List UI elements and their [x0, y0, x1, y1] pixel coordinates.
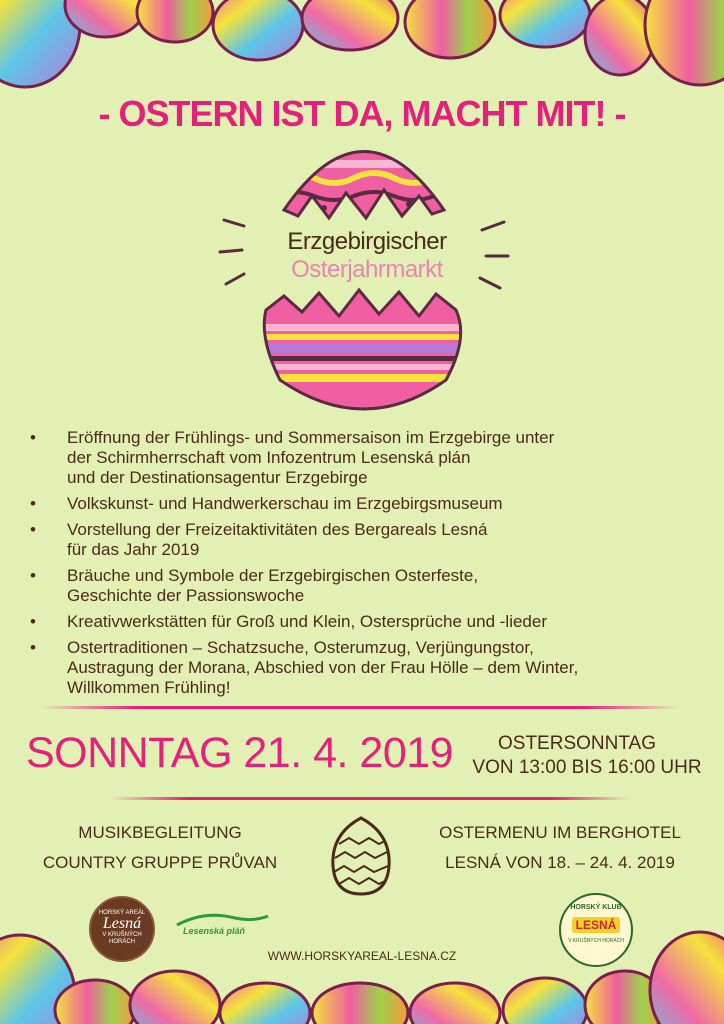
list-item-text: Vorstellung der Freizeitaktivitäten des Bergareals Lesná für das Jahr 2019	[67, 520, 488, 559]
easter-egg-icon	[327, 814, 395, 898]
list-item-text: Volkskunst- und Handwerkerschau im Erzgebirgsmuseum	[67, 494, 503, 513]
list-item-text: Ostertraditionen – Schatzsuche, Osterumzug, Verjüngungstor, Austragung der Morana, Abschied von der Frau Hölle – dem Winter, Willkommen Frühling!	[67, 638, 579, 697]
menu-dates: LESNÁ VON 18. – 24. 4. 2019	[445, 853, 675, 872]
bullet-marker: •	[30, 520, 36, 539]
event-title-line2: Osterjahrmarkt	[291, 256, 443, 283]
program-list	[30, 428, 710, 704]
top-egg-border	[0, 0, 724, 100]
event-date: SONNTAG 21. 4. 2019	[26, 729, 454, 777]
easter-egg-icon	[410, 983, 500, 1024]
easter-egg-icon	[500, 0, 590, 47]
bullet-marker: •	[30, 566, 36, 585]
menu-heading: OSTERMENU IM BERGHOTEL	[439, 823, 681, 842]
event-title-line1: Erzgebirgischer	[287, 228, 447, 255]
list-item	[30, 520, 710, 560]
easter-egg-icon	[650, 932, 724, 1024]
easter-egg-icon	[130, 971, 220, 1024]
logo-text: V KRUŠNÝCH HORÁCH	[568, 938, 624, 944]
easter-egg-icon	[503, 978, 587, 1024]
bullet-marker: •	[30, 638, 36, 657]
horsky-klub-logo	[559, 893, 633, 967]
logo-text: LESNÁ	[572, 917, 621, 933]
bullet-marker: •	[30, 428, 36, 447]
music-heading: MUSIKBEGLEITUNG	[78, 823, 242, 842]
website-link[interactable]: WWW.HORSKYAREAL-LESNA.CZ	[267, 949, 457, 963]
easter-egg-icon	[302, 0, 398, 50]
mountain-icon	[175, 912, 270, 926]
lesna-area-logo	[89, 896, 155, 962]
bullet-marker: •	[30, 494, 36, 513]
divider	[110, 797, 630, 800]
list-item	[30, 494, 710, 514]
logo-text: Lesenská pláň	[183, 926, 246, 936]
easter-egg-icon	[213, 0, 303, 60]
list-item	[30, 612, 710, 632]
music-band: COUNTRY GRUPPE PRŮVAN	[42, 853, 278, 872]
logo-text: HORSKÝ AREÁL	[98, 910, 146, 916]
easter-egg-icon	[645, 0, 724, 85]
easter-egg-icon	[137, 0, 213, 42]
divider	[40, 706, 680, 709]
easter-egg-icon	[312, 983, 408, 1024]
list-item	[30, 638, 710, 698]
lesenska-plan-logo	[175, 912, 270, 942]
logo-text: V KRUŠNÝCH HORÁCH	[102, 932, 142, 945]
headline: - OSTERN IST DA, MACHT MIT! -	[98, 93, 626, 134]
logo-text: Lesná	[102, 915, 142, 932]
list-item	[30, 566, 710, 606]
list-item-text: Eröffnung der Frühlings- und Sommersaison im Erzgebirge unter der Schirmherrschaft vom Infozentrum Lesenská plán und der Destinationsagentur Erzgebirge	[67, 428, 555, 487]
easter-egg-icon	[585, 0, 655, 75]
event-time: VON 13:00 BIS 16:00 UHR	[472, 757, 702, 778]
bullet-marker: •	[30, 612, 36, 631]
list-item-text: Bräuche und Symbole der Erzgebirgischen Osterfeste, Geschichte der Passionswoche	[67, 566, 479, 605]
easter-egg-icon	[220, 983, 310, 1024]
list-item	[30, 428, 710, 488]
event-day-label: OSTERSONNTAG	[498, 733, 656, 754]
logo-text: HORSKÝ KLUB	[570, 904, 622, 911]
list-item-text: Kreativwerkstätten für Groß und Klein, Ostersprüche und -lieder	[67, 612, 547, 631]
easter-egg-icon	[405, 0, 495, 58]
